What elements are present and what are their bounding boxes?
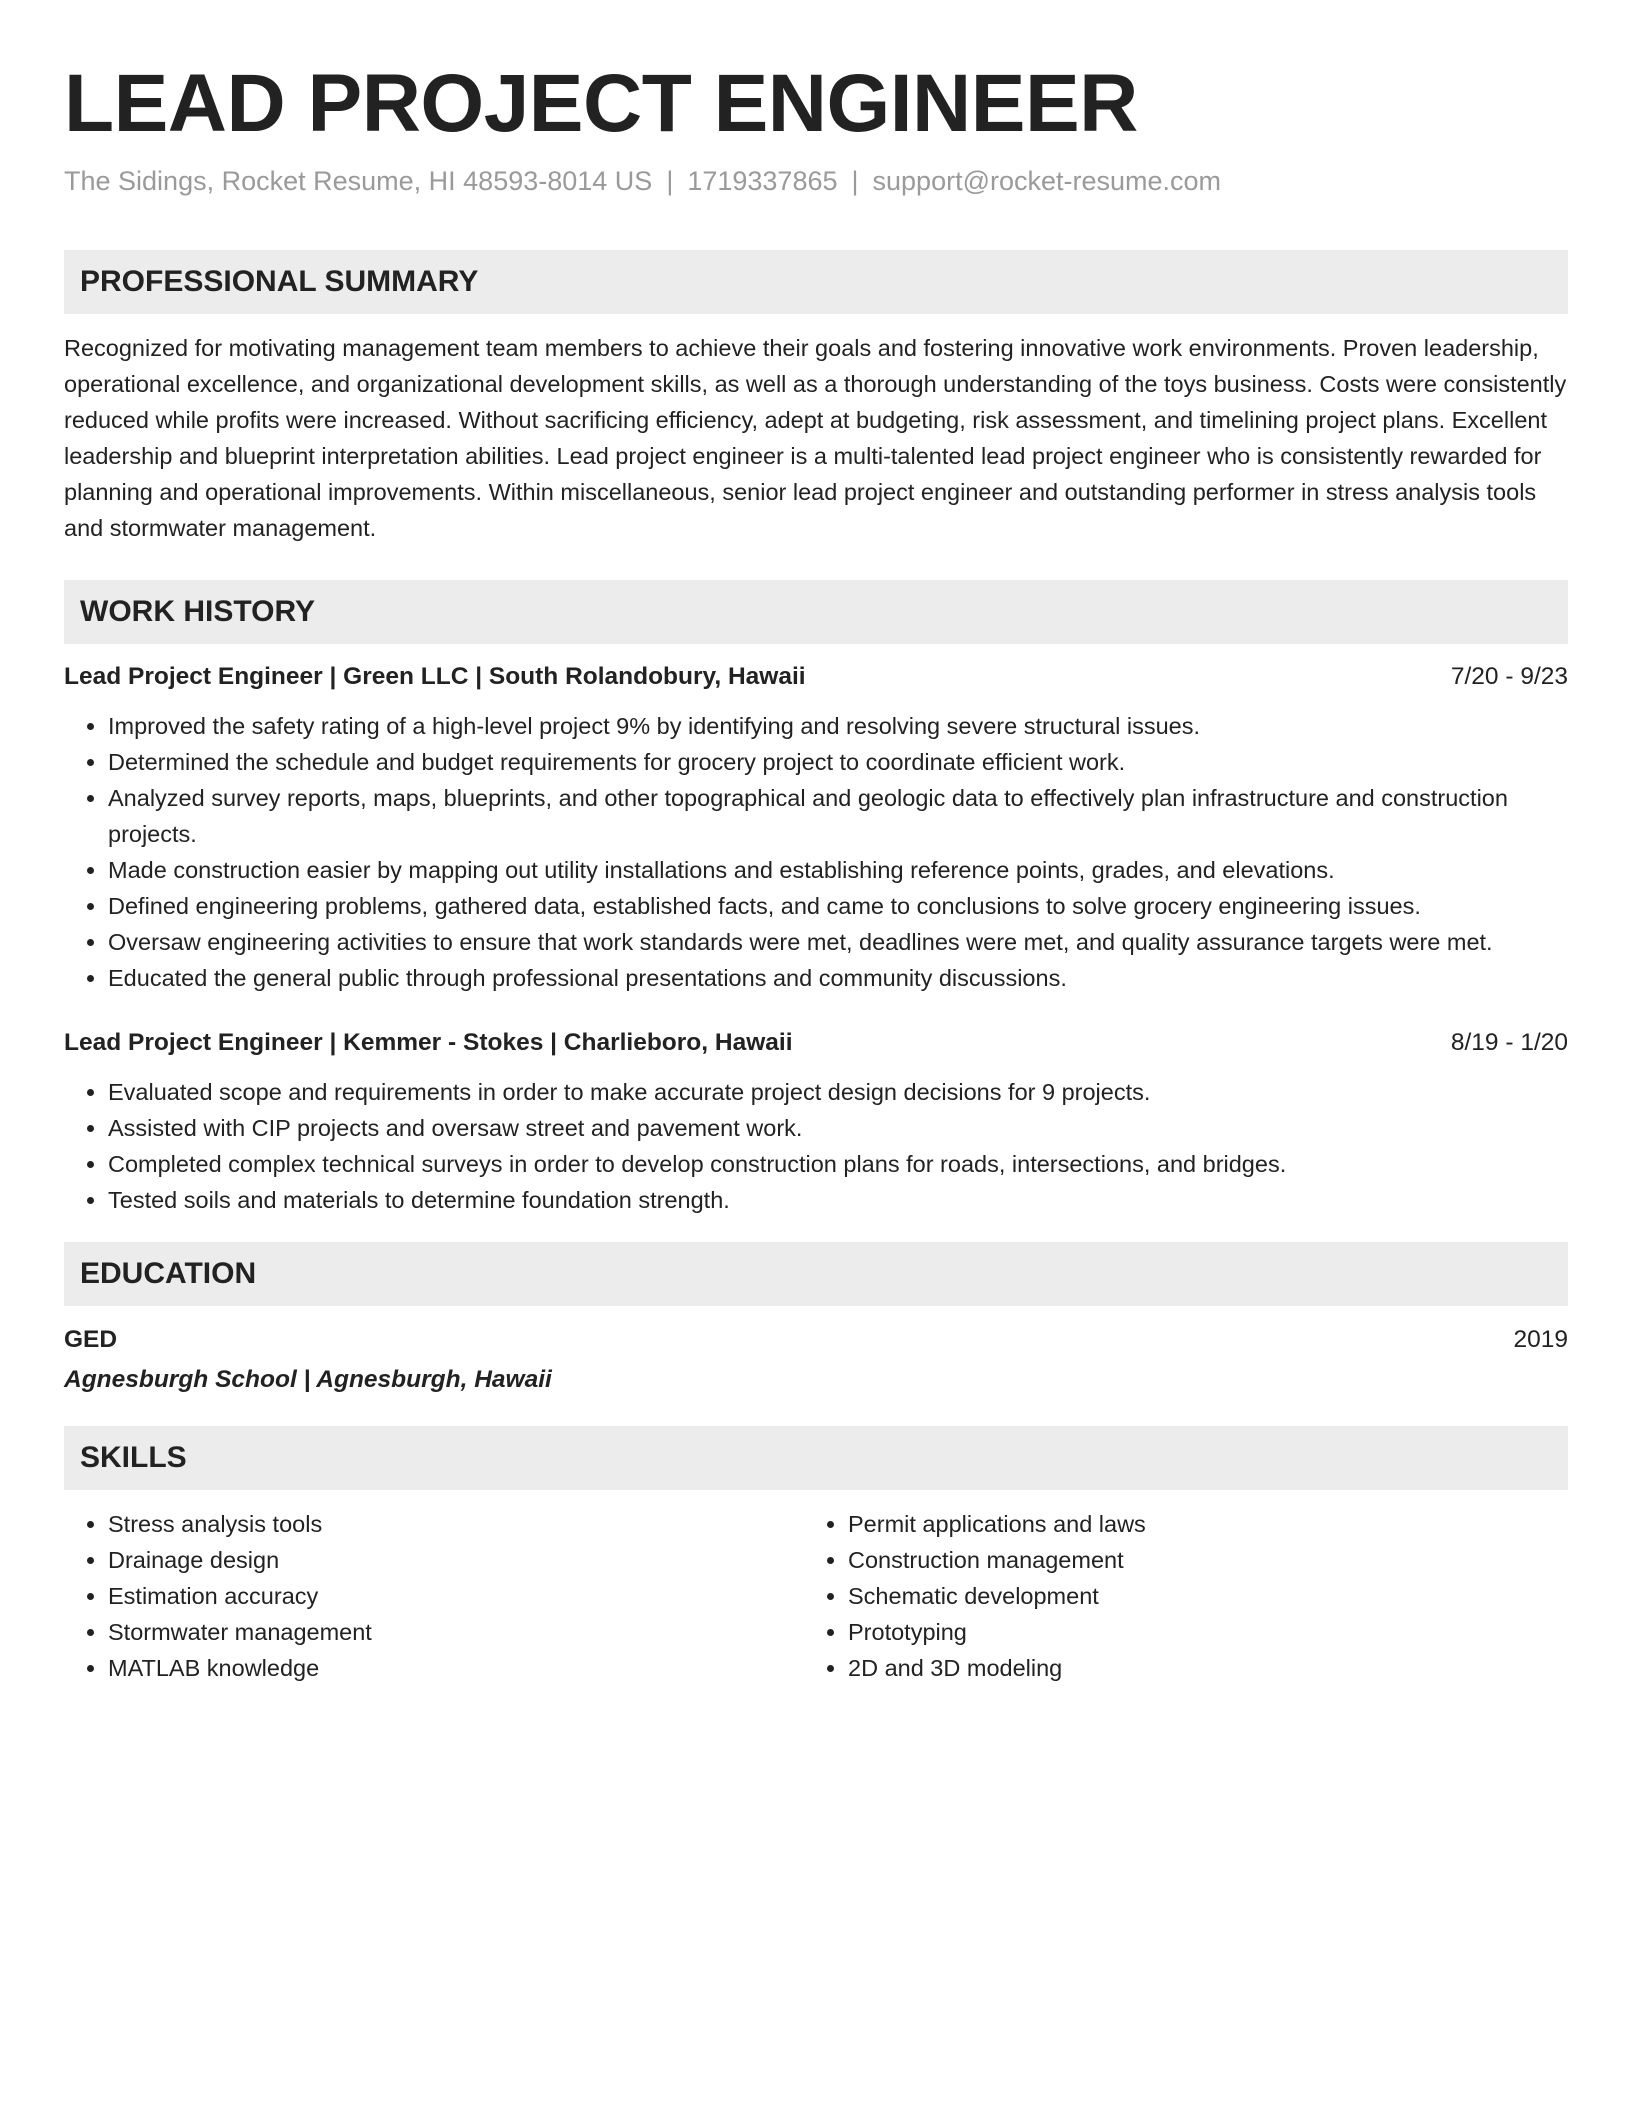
skill-item: • Drainage design — [108, 1542, 804, 1578]
job-bullet: • Made construction easier by mapping out utility installations and establishing reference points, grades, and elevations. — [108, 852, 1568, 888]
job-bullet: • Assisted with CIP projects and oversaw street and pavement work. — [108, 1110, 1568, 1146]
education-header — [64, 1322, 1568, 1358]
contact-separator: | — [851, 166, 859, 196]
job-bullet: • Defined engineering problems, gathered data, established facts, and came to conclusions to solve grocery engineering issues. — [108, 888, 1568, 924]
contact-email: support@rocket-resume.com — [872, 166, 1222, 196]
section-heading-summary: PROFESSIONAL SUMMARY — [64, 250, 1568, 314]
skills-list-right — [804, 1506, 1544, 1686]
contact-address: The Sidings, Rocket Resume, HI 48593-8014 US — [64, 166, 653, 196]
job-header — [64, 1026, 1568, 1060]
job-bullet: • Completed complex technical surveys in order to develop construction plans for roads, intersections, and bridges. — [108, 1146, 1568, 1182]
job-dates: 7/20 - 9/23 — [1450, 663, 1568, 690]
education-year: 2019 — [1513, 1326, 1568, 1353]
job-title: Lead Project Engineer | Green LLC | South Rolandobury, Hawaii — [64, 663, 806, 690]
contact-phone: 1719337865 — [687, 166, 838, 196]
skill-item: • Estimation accuracy — [108, 1578, 804, 1614]
education-degree: GED — [64, 1326, 118, 1353]
job-bullet-list — [64, 708, 1568, 996]
contact-line — [64, 164, 1568, 198]
job-bullet: • Improved the safety rating of a high-level project 9% by identifying and resolving severe structural issues. — [108, 708, 1568, 744]
job-bullet: • Tested soils and materials to determine foundation strength. — [108, 1182, 1568, 1218]
job-bullet: • Oversaw engineering activities to ensure that work standards were met, deadlines were met, and quality assurance targets were met. — [108, 924, 1568, 960]
job-bullet-list — [64, 1074, 1568, 1218]
skill-item: • Permit applications and laws — [848, 1506, 1544, 1542]
job-bullet: • Analyzed survey reports, maps, blueprints, and other topographical and geologic data to effectively plan infrastructure and construction projects. — [108, 780, 1568, 852]
skill-item: • MATLAB knowledge — [108, 1650, 804, 1686]
job-entry — [64, 660, 1568, 996]
job-header — [64, 660, 1568, 694]
section-heading-work-history: WORK HISTORY — [64, 580, 1568, 644]
job-dates: 8/19 - 1/20 — [1450, 1029, 1568, 1056]
skills-list-left — [64, 1506, 804, 1686]
job-bullet: • Determined the schedule and budget requirements for grocery project to coordinate efficient work. — [108, 744, 1568, 780]
skills-columns — [64, 1506, 1568, 1686]
section-heading-skills: SKILLS — [64, 1426, 1568, 1490]
skill-item: • Stress analysis tools — [108, 1506, 804, 1542]
job-bullet: • Evaluated scope and requirements in order to make accurate project design decisions for 9 projects. — [108, 1074, 1568, 1110]
contact-separator: | — [666, 166, 674, 196]
skill-item: • Construction management — [848, 1542, 1544, 1578]
job-title: Lead Project Engineer | Kemmer - Stokes | Charlieboro, Hawaii — [64, 1029, 793, 1056]
summary-text: Recognized for motivating management team members to achieve their goals and fostering innovative work environments. Proven leadership, operational excellence, and organizational development skills, as well as a thorough understanding of the toys business. Costs were consistently reduced while profits were increased. Without sacrificing efficiency, adept at budgeting, risk assessment, and timelining project plans. Excellent leadership and blueprint interpretation abilities. Lead project engineer is a multi-talented lead project engineer who is consistently rewarded for planning and operational improvements. Within miscellaneous, senior lead project engineer and outstanding performer in stress analysis tools and stormwater management. — [64, 335, 1567, 541]
candidate-name: LEAD PROJECT ENGINEER — [64, 58, 1138, 149]
education-school: Agnesburgh School | Agnesburgh, Hawaii — [64, 1366, 552, 1393]
section-heading-education: EDUCATION — [64, 1242, 1568, 1306]
job-entry — [64, 1026, 1568, 1218]
job-bullet: • Educated the general public through professional presentations and community discussions. — [108, 960, 1568, 996]
skill-item: • 2D and 3D modeling — [848, 1650, 1544, 1686]
skill-item: • Schematic development — [848, 1578, 1544, 1614]
skill-item: • Stormwater management — [108, 1614, 804, 1650]
skill-item: • Prototyping — [848, 1614, 1544, 1650]
